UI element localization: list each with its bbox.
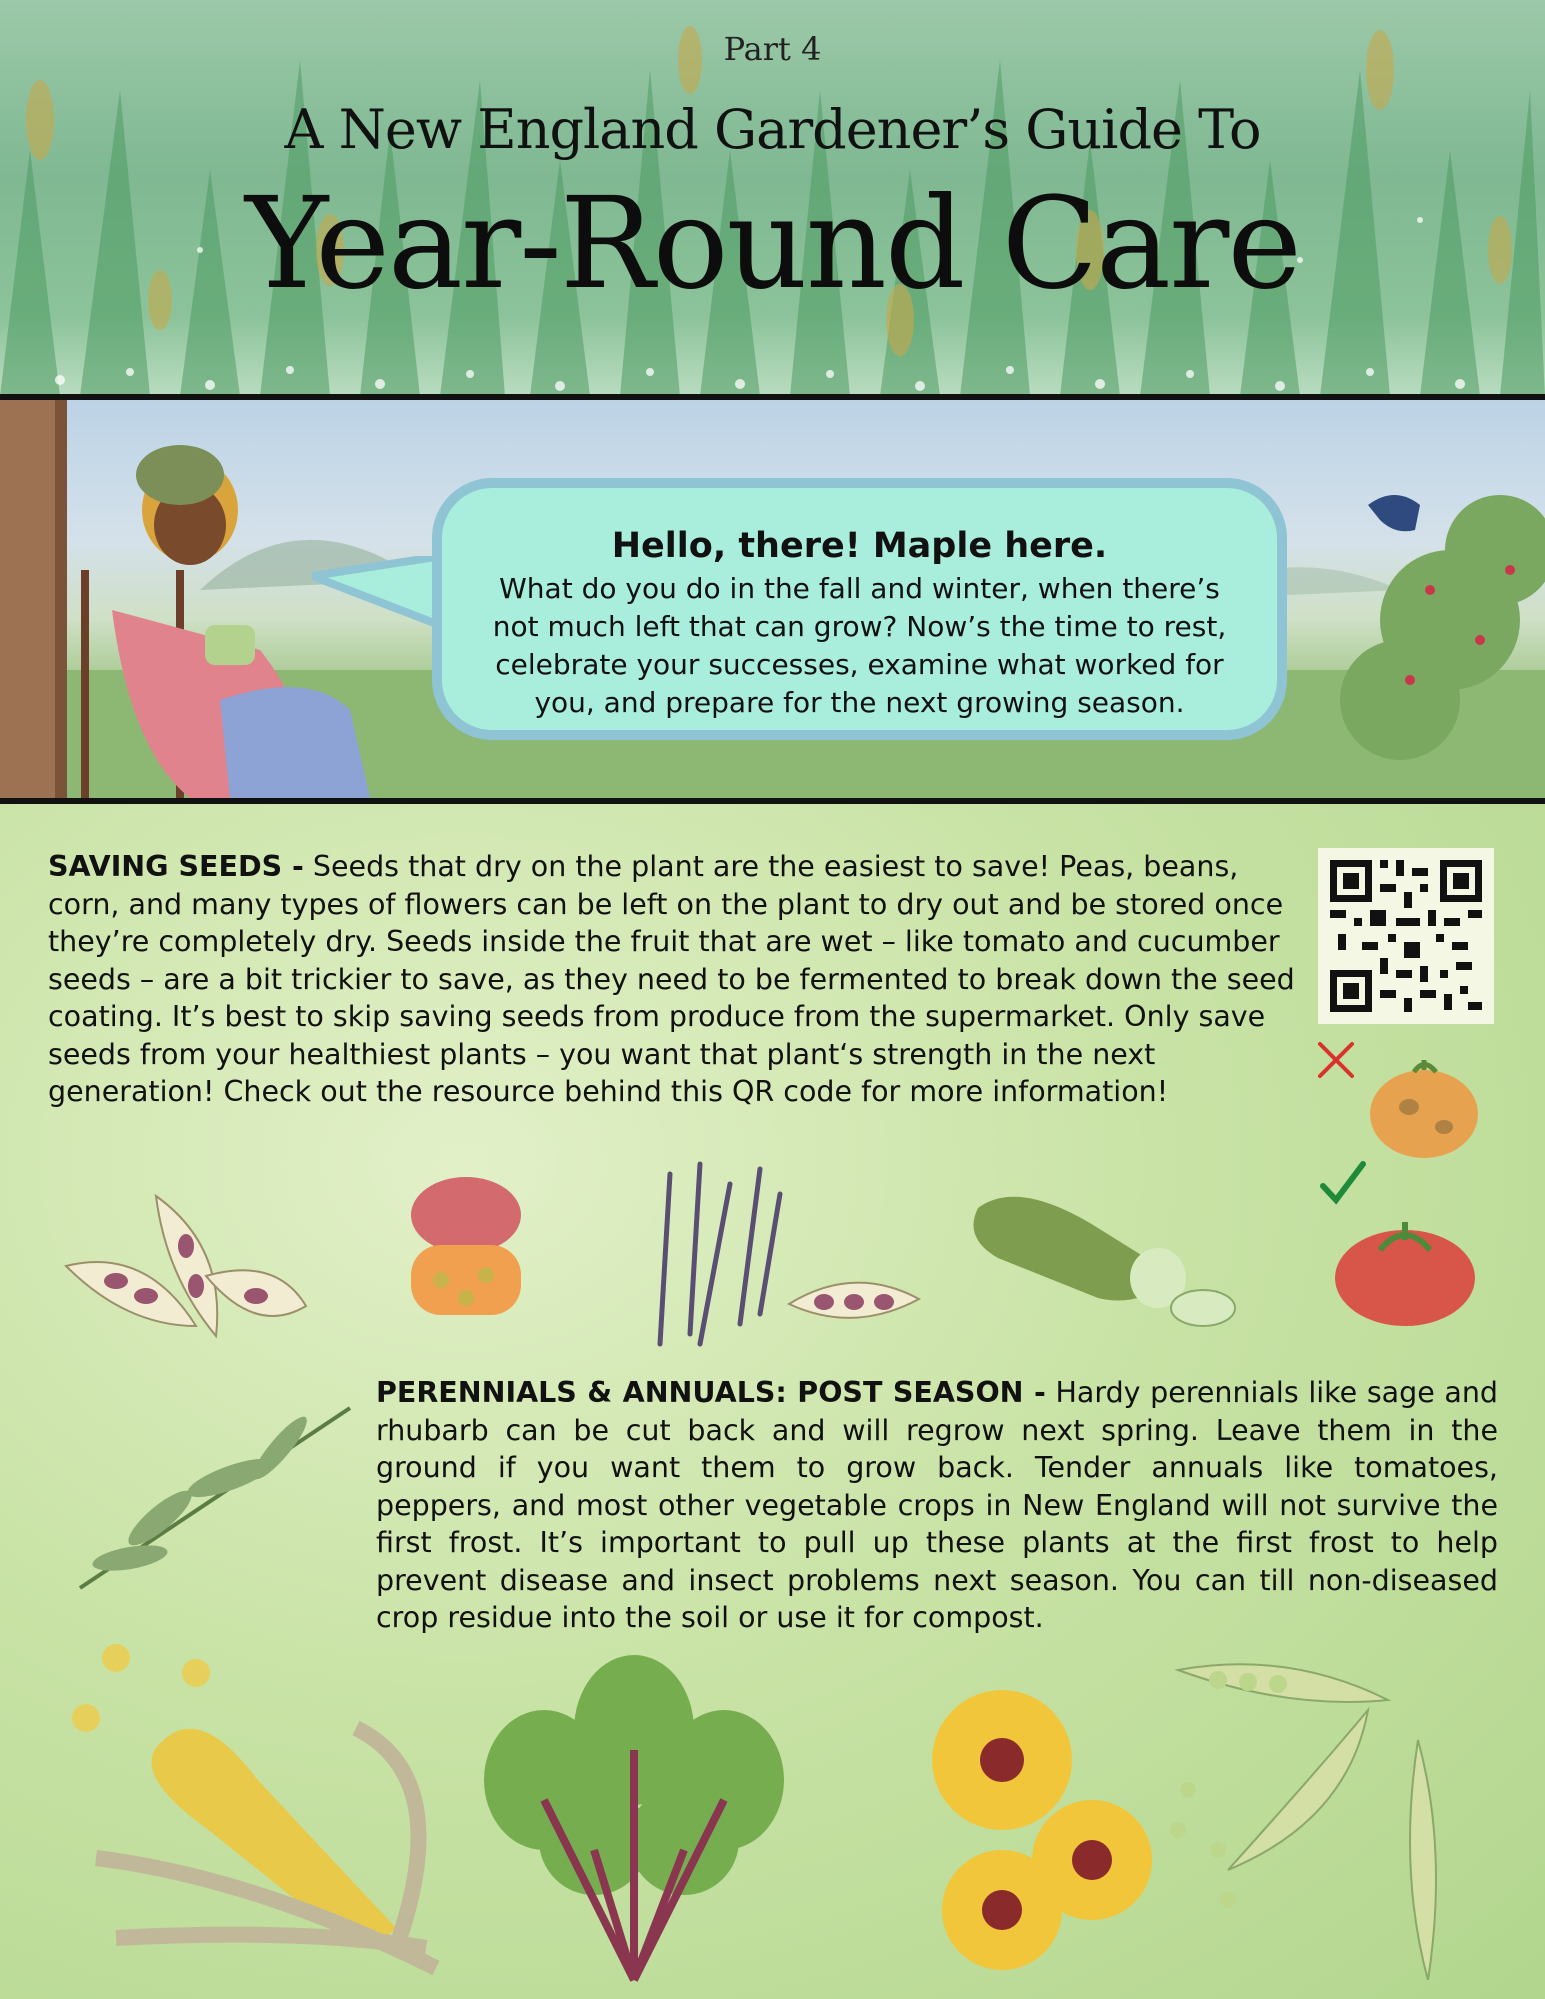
- dried-flower-seed-stalks-illustration: [630, 1154, 800, 1354]
- post-season-paragraph: [376, 1374, 1498, 1637]
- pea-pods-illustration: [1168, 1650, 1468, 1980]
- qr-code-graphic: [1318, 848, 1494, 1024]
- cut-tomato-illustration: [376, 1170, 556, 1330]
- post-season-text: Hardy perennials like sage and rhubarb can be cut back and will regrow next spring. Leave them in the ground if you want them to grow back. Tender annuals like tomatoes, peppers, and most other vegetable crops in New England will not survive the first frost. It’s important to pull up these plants at the first frost to help prevent disease and insect problems next season. You can till non-diseased crop residue into the soil or use it for compost.: [376, 1376, 1498, 1634]
- bad-tomato-illustration: [1364, 1052, 1484, 1162]
- healthy-tomato-illustration: [1330, 1210, 1480, 1330]
- bubble-message: What do you do in the fall and winter, when there’s not much left that can grow? Now’s the time to rest, celebrate your successes, examine what worked for you, and prepare for the next growing season.: [492, 572, 1227, 719]
- chard-illustration: [474, 1650, 804, 1990]
- page-title: Year-Round Care: [245, 170, 1300, 317]
- post-season-heading: PERENNIALS & ANNUALS: POST SEASON -: [376, 1376, 1046, 1409]
- bubble-greeting: Hello, there! Maple here.: [611, 526, 1108, 566]
- saving-seeds-text: Seeds that dry on the plant are the easiest to save! Peas, beans, corn, and many types of flowers can be left on the plant to dry out and be stored once they’re completely dry. Seeds inside the fruit that are wet – like tomato and cucumber seeds – are a bit trickier to save, as they need to be fermented to break down the seed coating. It’s best to skip saving seeds from produce from the supermarket. Only save seeds from your healthiest plants – you want that plant‘s strength in the next generation! Check out the resource behind this QR code for more information!: [48, 850, 1295, 1108]
- guide-subtitle: A New England Gardener’s Guide To: [284, 98, 1261, 161]
- part-label: Part 4: [723, 30, 822, 68]
- qr-code[interactable]: [1318, 848, 1494, 1024]
- corn-illustration: [56, 1628, 446, 1978]
- sage-sprig-illustration: [70, 1398, 360, 1598]
- check-mark-icon: [1318, 1158, 1368, 1208]
- speech-bubble: [432, 478, 1287, 740]
- header-banner: [0, 0, 1545, 396]
- nasturtium-flowers-illustration: [912, 1680, 1152, 1980]
- cross-mark-icon: [1316, 1040, 1356, 1080]
- speech-bubble-tail: [312, 556, 452, 646]
- cucumber-illustration: [958, 1168, 1258, 1348]
- saving-seeds-heading: SAVING SEEDS -: [48, 850, 304, 883]
- bean-pods-illustration: [56, 1186, 316, 1356]
- small-bean-pod-illustration: [784, 1264, 924, 1334]
- saving-seeds-paragraph: [48, 848, 1308, 1111]
